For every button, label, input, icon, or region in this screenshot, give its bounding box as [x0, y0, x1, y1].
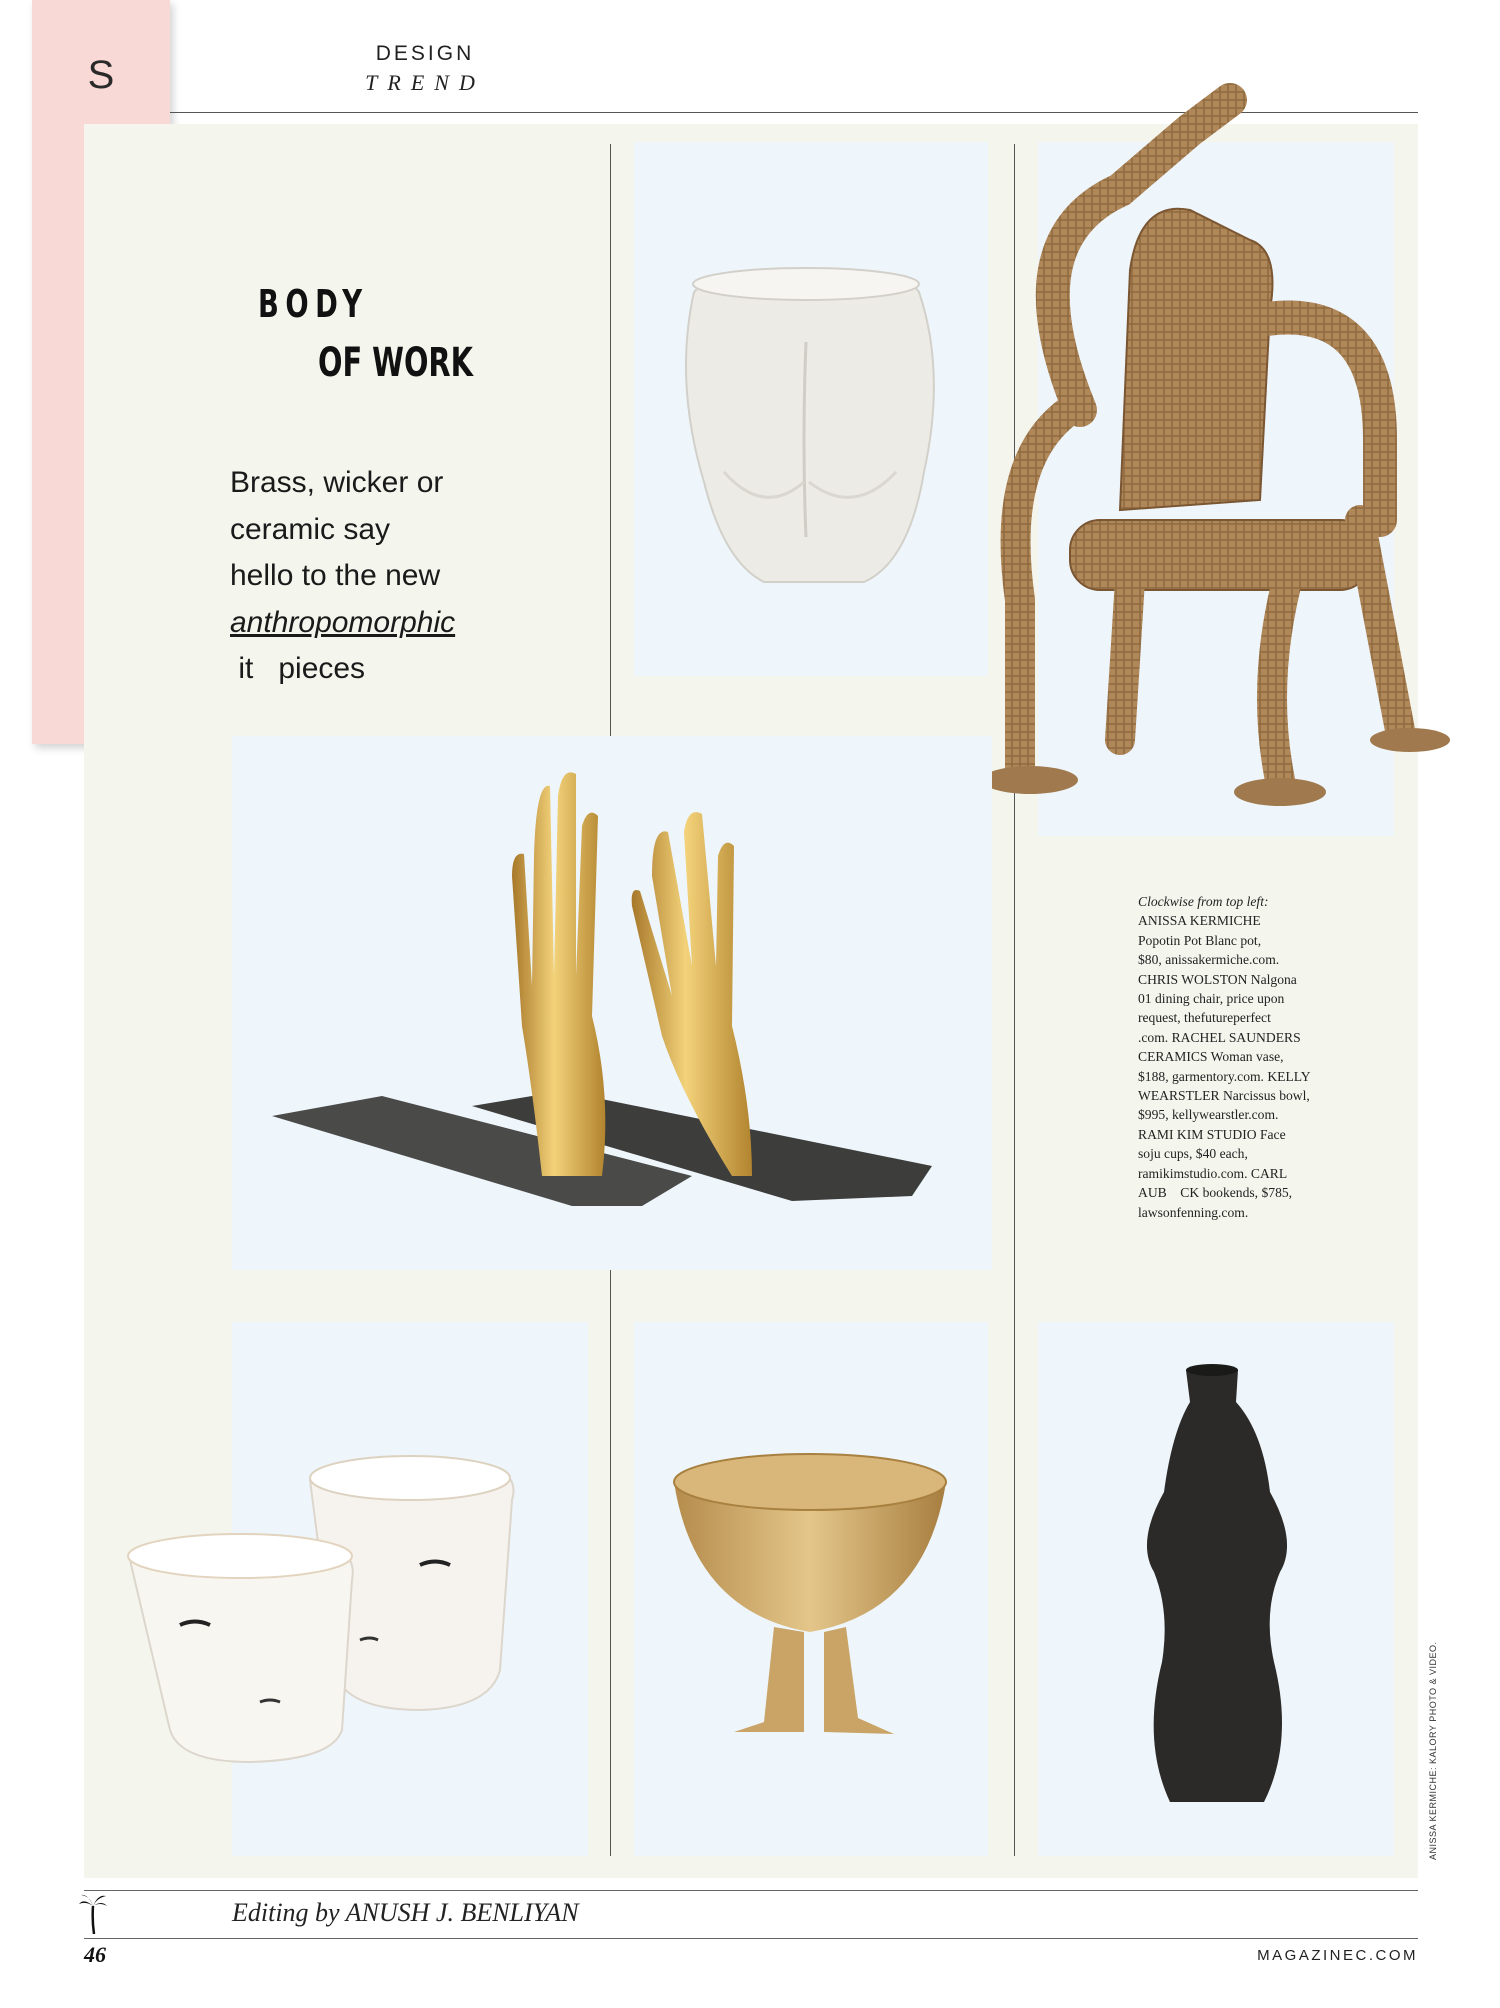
page-number: 46: [84, 1942, 106, 1967]
caption-line: AUB CK bookends, $785,: [1138, 1185, 1293, 1201]
dek-line: hello to the new: [230, 559, 441, 592]
photo-popotin-pot: [634, 142, 988, 676]
product-caption: [1138, 892, 1353, 1222]
photo-carl-aubock-bookends: [232, 736, 992, 1270]
dek-line: Brass, wicker or: [230, 466, 444, 499]
site-url: MAGAZINEC.COM: [1257, 1947, 1418, 1964]
caption-line: soju cups, $40 each,: [1138, 1146, 1248, 1162]
dek-line: ceramic say: [230, 512, 391, 546]
dek-line: it pieces: [230, 652, 366, 685]
caption-line: $80, anissakermiche.com.: [1138, 952, 1280, 968]
pot-illustration: [634, 142, 988, 676]
section-tab-letter: S: [87, 53, 115, 97]
photo-credit: ANISSA KERMICHE: KALORY PHOTO & VIDEO.: [1428, 1641, 1438, 1860]
woman-vase-illustration: [1038, 1322, 1394, 1856]
wicker-chair-illustration: [960, 80, 1480, 840]
caption-line: ANISSA KERMICHE: [1138, 913, 1261, 929]
caption-line: lawsonfenning.com.: [1138, 1204, 1249, 1220]
palm-tree-icon: [78, 1892, 108, 1934]
caption-line: $995, kellywearstler.com.: [1138, 1107, 1279, 1123]
caption-line: .com. RACHEL SAUNDERS: [1138, 1029, 1301, 1045]
caption-intro: Clockwise from top left:: [1138, 894, 1269, 909]
caption-line: $188, garmentory.com. KELLY: [1138, 1068, 1311, 1084]
narcissus-bowl-illustration: [634, 1322, 988, 1856]
caption-line: RAMI KIM STUDIO Face: [1138, 1126, 1286, 1142]
section-subkicker: TREND: [365, 70, 485, 95]
caption-line: WEARSTLER Narcissus bowl,: [1138, 1088, 1310, 1104]
footer-rule: [84, 1890, 1418, 1891]
dek-line-emphasis: anthropomorphic: [230, 605, 456, 639]
photo-woman-vase: [1038, 1322, 1394, 1856]
dek: [230, 460, 500, 693]
caption-line: request, thefutureperfect: [1138, 1010, 1271, 1026]
bookends-illustration: [232, 736, 992, 1270]
caption-line: CHRIS WOLSTON Nalgona: [1138, 971, 1297, 987]
caption-line: Popotin Pot Blanc pot,: [1138, 932, 1262, 948]
section-kicker: DESIGN: [375, 42, 475, 65]
column-divider: [610, 144, 611, 736]
caption-line: 01 dining chair, price upon: [1138, 991, 1285, 1007]
headline-line-1: BODY: [258, 282, 369, 326]
column-divider: [610, 1270, 611, 1856]
footer-rule: [84, 1938, 1418, 1939]
caption-line: ramikimstudio.com. CARL: [1138, 1165, 1288, 1181]
headline-line-2: OF WORK: [318, 340, 473, 386]
face-cups-illustration: [120, 1440, 580, 1770]
caption-line: CERAMICS Woman vase,: [1138, 1049, 1284, 1065]
photo-narcissus-bowl: [634, 1322, 988, 1856]
editing-credit: Editing by ANUSH J. BENLIYAN: [232, 1898, 579, 1927]
